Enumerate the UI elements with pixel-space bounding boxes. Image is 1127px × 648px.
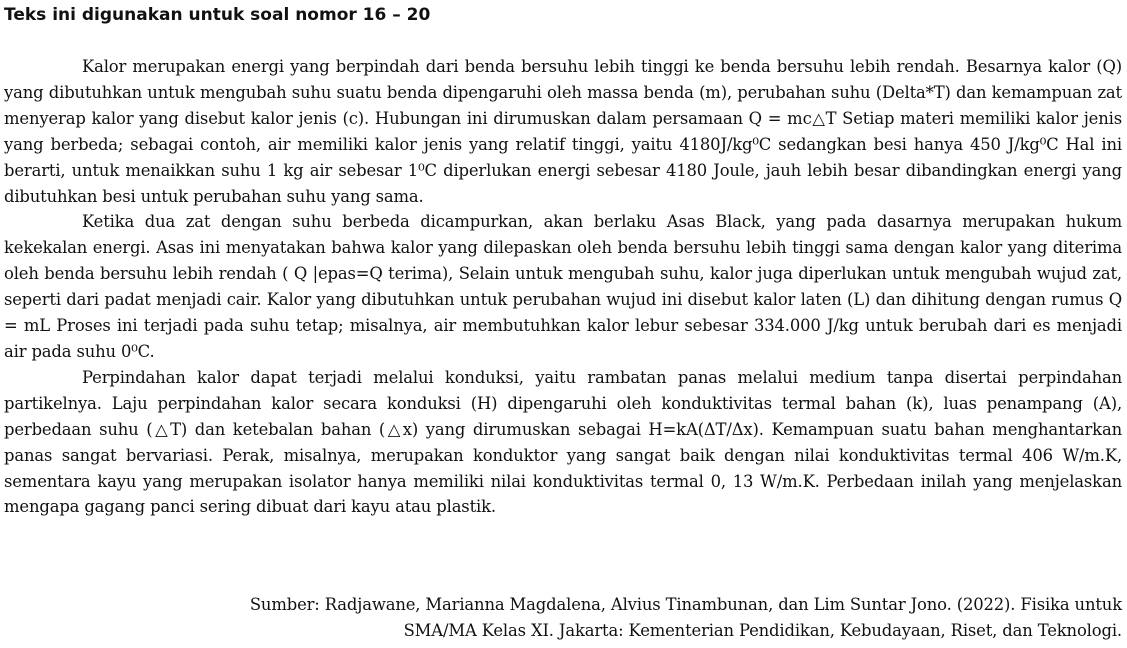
source-line-1: Sumber: Radjawane, Marianna Magdalena, Alvius Tinambunan, dan Lim Suntar Jono. (2022). Fisika untuk: [249, 595, 1122, 614]
paragraph-konduksi: Perpindahan kalor dapat terjadi melalui konduksi, yaitu rambatan panas melalui medium tanpa disertai perpindahan partikelnya. Laju perpindahan kalor secara konduksi (H) dipengaruhi oleh konduktivitas termal bahan (k), luas penampang (A), perbedaan suhu (△T) dan ketebalan bahan (△x) yang dirumuskan sebagai H=kA(ΔT/Δx). Kemampuan suatu bahan menghantarkan panas sangat bervariasi. Perak, misalnya, merupakan konduktor yang sangat baik dengan nilai konduktivitas termal 406 W/m.K, sementara kayu yang merupakan isolator hanya memiliki nilai konduktivitas termal 0, 13 W/m.K. Perbedaan inilah yang menjelaskan mengapa gagang panci sering dibuat dari kayu atau plastik.: [4, 367, 1122, 517]
source-citation: [122, 592, 1122, 644]
paragraph-asas-black: Ketika dua zat dengan suhu berbeda dicampurkan, akan berlaku Asas Black, yang pada dasarnya merupakan hukum kekekalan energi. Asas ini menyatakan bahwa kalor yang dilepaskan oleh benda bersuhu lebih tinggi sama dengan kalor yang diterima oleh benda bersuhu lebih rendah ( Q |epas=Q terima), Selain untuk mengubah suhu, kalor juga diperlukan untuk mengubah wujud zat, seperti dari padat menjadi cair. Kalor yang dibutuhkan untuk perubahan wujud ini disebut kalor laten (L) dan dihitung dengan rumus Q = mL Proses ini terjadi pada suhu tetap; misalnya, air membutuhkan kalor lebur sebesar 334.000 J/kg untuk berubah dari es menjadi air pada suhu 0⁰C.: [4, 212, 1122, 361]
paragraph-kalor: Kalor merupakan energi yang berpindah dari benda bersuhu lebih tinggi ke benda bersuhu lebih rendah. Besarnya kalor (Q) yang dibutuhkan untuk mengubah suhu suatu benda dipengaruhi oleh massa benda (m), perubahan suhu (Delta*T) dan kemampuan zat menyerap kalor yang disebut kalor jenis (c). Hubungan ini dirumuskan dalam persamaan Q = mc△T Setiap materi memiliki kalor jenis yang berbeda; sebagai contoh, air memiliki kalor jenis yang relatif tinggi, yaitu 4180J/kg⁰C sedangkan besi hanya 450 J/kg⁰C Hal ini berarti, untuk menaikkan suhu 1 kg air sebesar 1⁰C diperlukan energi sebesar 4180 Joule, jauh lebih besar dibandingkan energi yang dibutuhkan besi untuk perubahan suhu yang sama.: [4, 57, 1122, 206]
document: [4, 0, 1122, 640]
document-heading: Teks ini digunakan untuk soal nomor 16 – 20: [4, 5, 431, 25]
source-line-2: SMA/MA Kelas XI. Jakarta: Kementerian Pendidikan, Kebudayaan, Riset, dan Teknologi.: [403, 620, 1122, 640]
